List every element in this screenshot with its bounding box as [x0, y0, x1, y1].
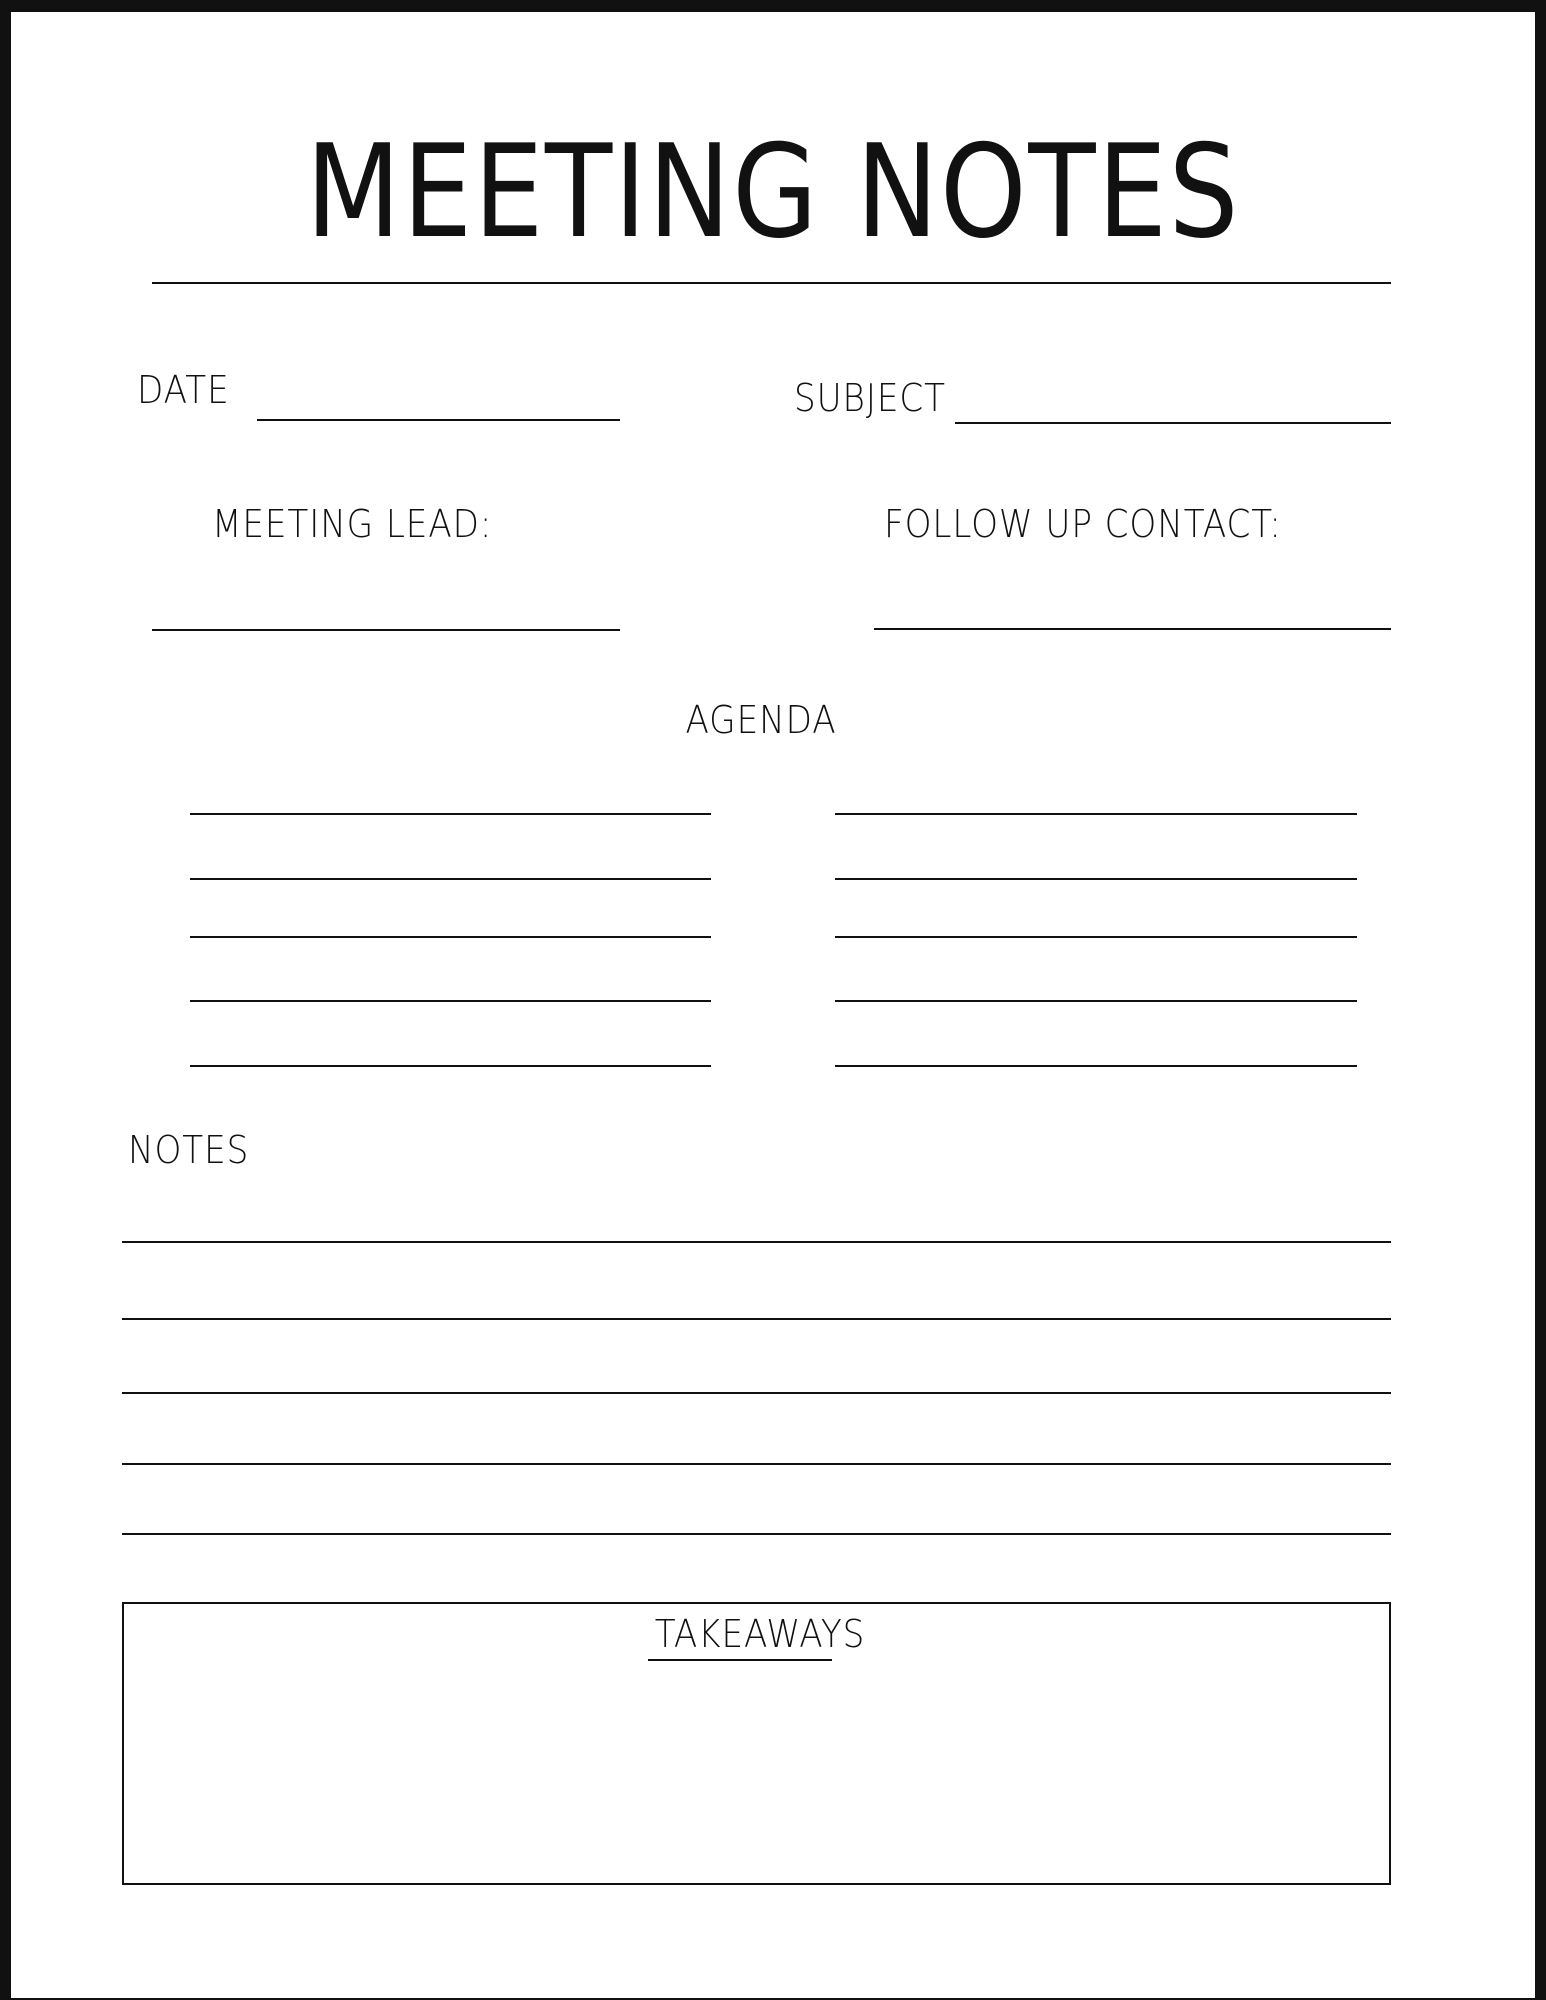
takeaways-heading-underline — [648, 1659, 832, 1661]
date-field[interactable] — [257, 419, 620, 421]
notes-line[interactable] — [122, 1392, 1391, 1394]
agenda-line[interactable] — [835, 813, 1357, 815]
agenda-line[interactable] — [190, 1065, 711, 1067]
agenda-line[interactable] — [835, 1065, 1357, 1067]
subject-field[interactable] — [955, 422, 1391, 424]
date-label: DATE — [137, 368, 230, 412]
notes-line[interactable] — [122, 1241, 1391, 1243]
notes-line[interactable] — [122, 1533, 1391, 1535]
agenda-line[interactable] — [190, 878, 711, 880]
agenda-line[interactable] — [835, 936, 1357, 938]
agenda-line[interactable] — [835, 1000, 1357, 1002]
meeting-lead-field[interactable] — [152, 629, 620, 631]
follow-up-contact-label: FOLLOW UP CONTACT: — [884, 502, 1282, 546]
agenda-line[interactable] — [835, 878, 1357, 880]
agenda-line[interactable] — [190, 1000, 711, 1002]
page-title: MEETING NOTES — [305, 118, 1241, 267]
title-underline — [152, 282, 1391, 284]
agenda-heading: AGENDA — [685, 698, 837, 742]
notes-line[interactable] — [122, 1318, 1391, 1320]
agenda-line[interactable] — [190, 813, 711, 815]
notes-heading: NOTES — [128, 1128, 250, 1172]
follow-up-contact-field[interactable] — [874, 628, 1391, 630]
agenda-line[interactable] — [190, 936, 711, 938]
takeaways-heading: TAKEAWAYS — [654, 1612, 866, 1656]
meeting-lead-label: MEETING LEAD: — [212, 502, 493, 546]
subject-label: SUBJECT — [794, 376, 946, 420]
notes-line[interactable] — [122, 1463, 1391, 1465]
